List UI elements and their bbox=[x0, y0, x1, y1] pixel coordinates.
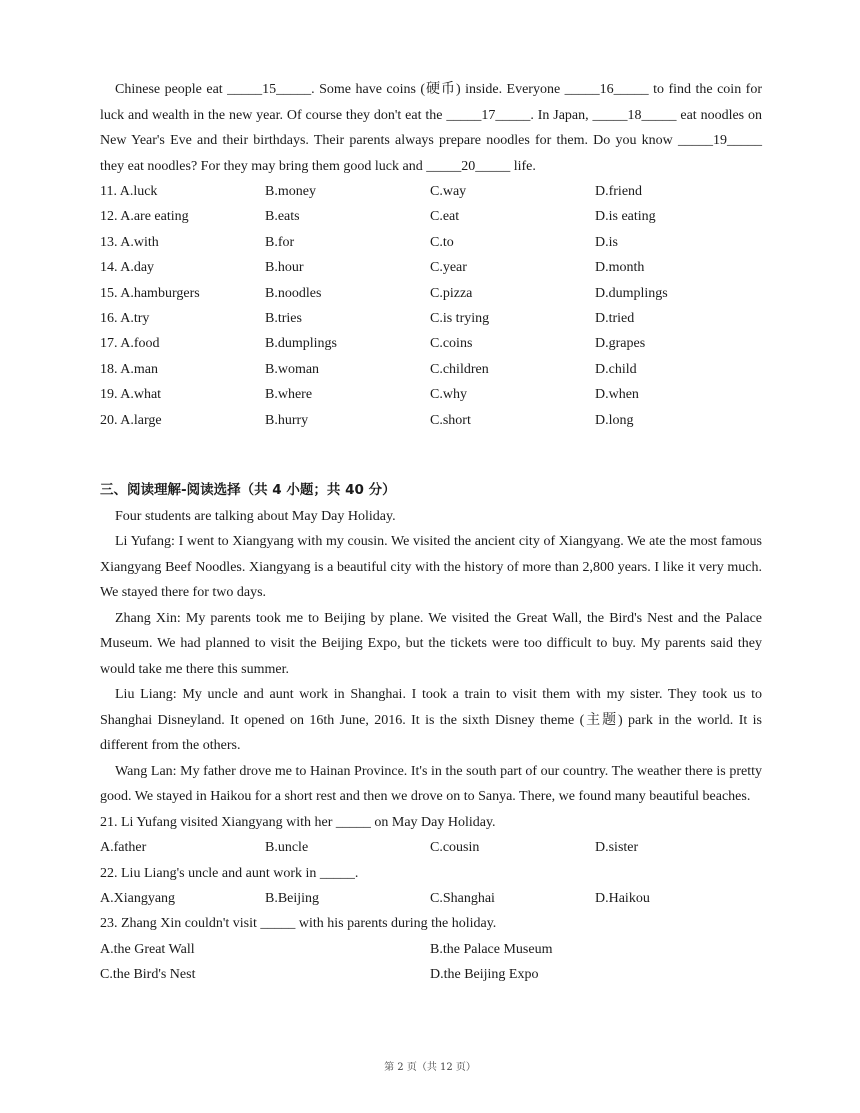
reading-paragraph: Liu Liang: My uncle and aunt work in Shanghai. I took a train to visit them with my sister. They took us to Shanghai Disneyland. It opened on 16th June, 2016. It is the sixth Disney theme (主题) park in the world. It is different from the others. bbox=[100, 687, 762, 754]
question-options bbox=[100, 937, 762, 962]
option-a: A.the Great Wall bbox=[100, 941, 195, 957]
option-b: B.eats bbox=[265, 209, 300, 225]
option-d: D.long bbox=[595, 412, 634, 428]
option-c: C.children bbox=[430, 361, 489, 377]
option-a: 17. A.food bbox=[100, 336, 160, 352]
option-b: B.uncle bbox=[265, 840, 309, 856]
question-options bbox=[100, 835, 762, 860]
option-a: 16. A.try bbox=[100, 310, 150, 326]
question-row bbox=[100, 281, 762, 306]
option-d: D.grapes bbox=[595, 336, 646, 352]
option-a: 20. A.large bbox=[100, 412, 162, 428]
cloze-passage: Chinese people eat _____15_____. Some have coins (硬币) inside. Everyone _____16_____ to find the coin for luck and wealth in the new year. Of course they don't eat the _____17_____. In Japan, _____18_____ eat noodles on New Year's Eve and their birthdays. Their parents always prepare noodles for them. Do you know _____19_____ they eat noodles? For they may bring them good luck and _____20_____ life. bbox=[100, 82, 762, 174]
option-c: C.the Bird's Nest bbox=[100, 967, 196, 983]
option-c: C.year bbox=[430, 260, 467, 276]
option-b: B.hurry bbox=[265, 412, 309, 428]
option-d: D.tried bbox=[595, 310, 635, 326]
option-b: B.money bbox=[265, 184, 316, 199]
option-a: 15. A.hamburgers bbox=[100, 285, 200, 301]
option-b: B.Beijing bbox=[265, 891, 320, 907]
question-stem: 21. Li Yufang visited Xiangyang with her _____ on May Day Holiday. bbox=[100, 814, 496, 830]
section-title: 三、阅读理解-阅读选择（共 4 小题；共 40 分） bbox=[100, 481, 396, 498]
option-c: C.way bbox=[430, 184, 467, 199]
option-c: C.cousin bbox=[430, 840, 480, 856]
option-b: B.noodles bbox=[265, 285, 322, 301]
question-stem: 23. Zhang Xin couldn't visit _____ with his parents during the holiday. bbox=[100, 916, 497, 932]
reading-paragraph: Wang Lan: My father drove me to Hainan Province. It's in the south part of our country. The weather there is pretty good. We stayed in Haikou for a short rest and then we drove on to Sanya. There, we found many beautiful beaches. bbox=[100, 763, 762, 805]
option-c: C.short bbox=[430, 412, 471, 428]
option-c: C.Shanghai bbox=[430, 891, 495, 907]
option-b: B.woman bbox=[265, 361, 320, 377]
option-c: C.is trying bbox=[430, 310, 490, 326]
option-b: B.for bbox=[265, 234, 295, 250]
question-row bbox=[100, 204, 762, 229]
option-b: B.the Palace Museum bbox=[430, 941, 553, 957]
option-b: B.tries bbox=[265, 310, 302, 326]
question-row bbox=[100, 357, 762, 382]
question-row bbox=[100, 179, 762, 204]
option-d: D.the Beijing Expo bbox=[430, 967, 539, 983]
option-d: D.friend bbox=[595, 184, 643, 199]
exam-page bbox=[100, 77, 762, 988]
option-d: D.when bbox=[595, 387, 639, 403]
option-c: C.eat bbox=[430, 209, 460, 225]
option-a: 14. A.day bbox=[100, 260, 155, 276]
option-a: 19. A.what bbox=[100, 387, 162, 403]
option-d: D.month bbox=[595, 260, 645, 276]
question-stem: 22. Liu Liang's uncle and aunt work in _____. bbox=[100, 865, 359, 881]
reading-paragraph: Zhang Xin: My parents took me to Beijing by plane. We visited the Great Wall, the Bird's Nest and the Palace Museum. We had planned to visit the Beijing Expo, but the tickets were too difficult to buy. My parents said they would take me there this summer. bbox=[100, 610, 762, 677]
question-options bbox=[100, 962, 762, 987]
question-row bbox=[100, 255, 762, 280]
option-c: C.to bbox=[430, 234, 454, 250]
reading-intro: Four students are talking about May Day Holiday. bbox=[115, 508, 396, 524]
option-b: B.hour bbox=[265, 260, 304, 276]
option-a: 11. A.luck bbox=[100, 184, 158, 199]
question-row bbox=[100, 331, 762, 356]
option-a: 12. A.are eating bbox=[100, 209, 189, 225]
option-b: B.where bbox=[265, 387, 313, 403]
option-c: C.pizza bbox=[430, 285, 473, 301]
option-a: 13. A.with bbox=[100, 234, 159, 250]
question-row bbox=[100, 382, 762, 407]
option-a: 18. A.man bbox=[100, 361, 158, 377]
option-d: D.child bbox=[595, 361, 637, 377]
option-b: B.dumplings bbox=[265, 336, 337, 352]
option-a: A.Xiangyang bbox=[100, 891, 176, 907]
option-d: D.sister bbox=[595, 840, 639, 856]
option-c: C.why bbox=[430, 387, 467, 403]
question-options bbox=[100, 886, 762, 911]
option-d: D.Haikou bbox=[595, 891, 650, 907]
page-footer: 第 2 页（共 12 页） bbox=[384, 1062, 476, 1073]
reading-paragraph: Li Yufang: I went to Xiangyang with my cousin. We visited the ancient city of Xiangyang. We ate the most famous Xiangyang Beef Noodles. Xiangyang is a beautiful city with the history of more than 2,800 years. I like it very much. We stayed there for two days. bbox=[100, 534, 762, 601]
question-row bbox=[100, 306, 762, 331]
option-d: D.is eating bbox=[595, 209, 656, 225]
cloze-options bbox=[100, 179, 762, 433]
option-d: D.dumplings bbox=[595, 285, 668, 301]
option-c: C.coins bbox=[430, 336, 473, 352]
question-row bbox=[100, 230, 762, 255]
option-a: A.father bbox=[100, 840, 147, 856]
option-d: D.is bbox=[595, 234, 618, 250]
question-row bbox=[100, 408, 762, 433]
